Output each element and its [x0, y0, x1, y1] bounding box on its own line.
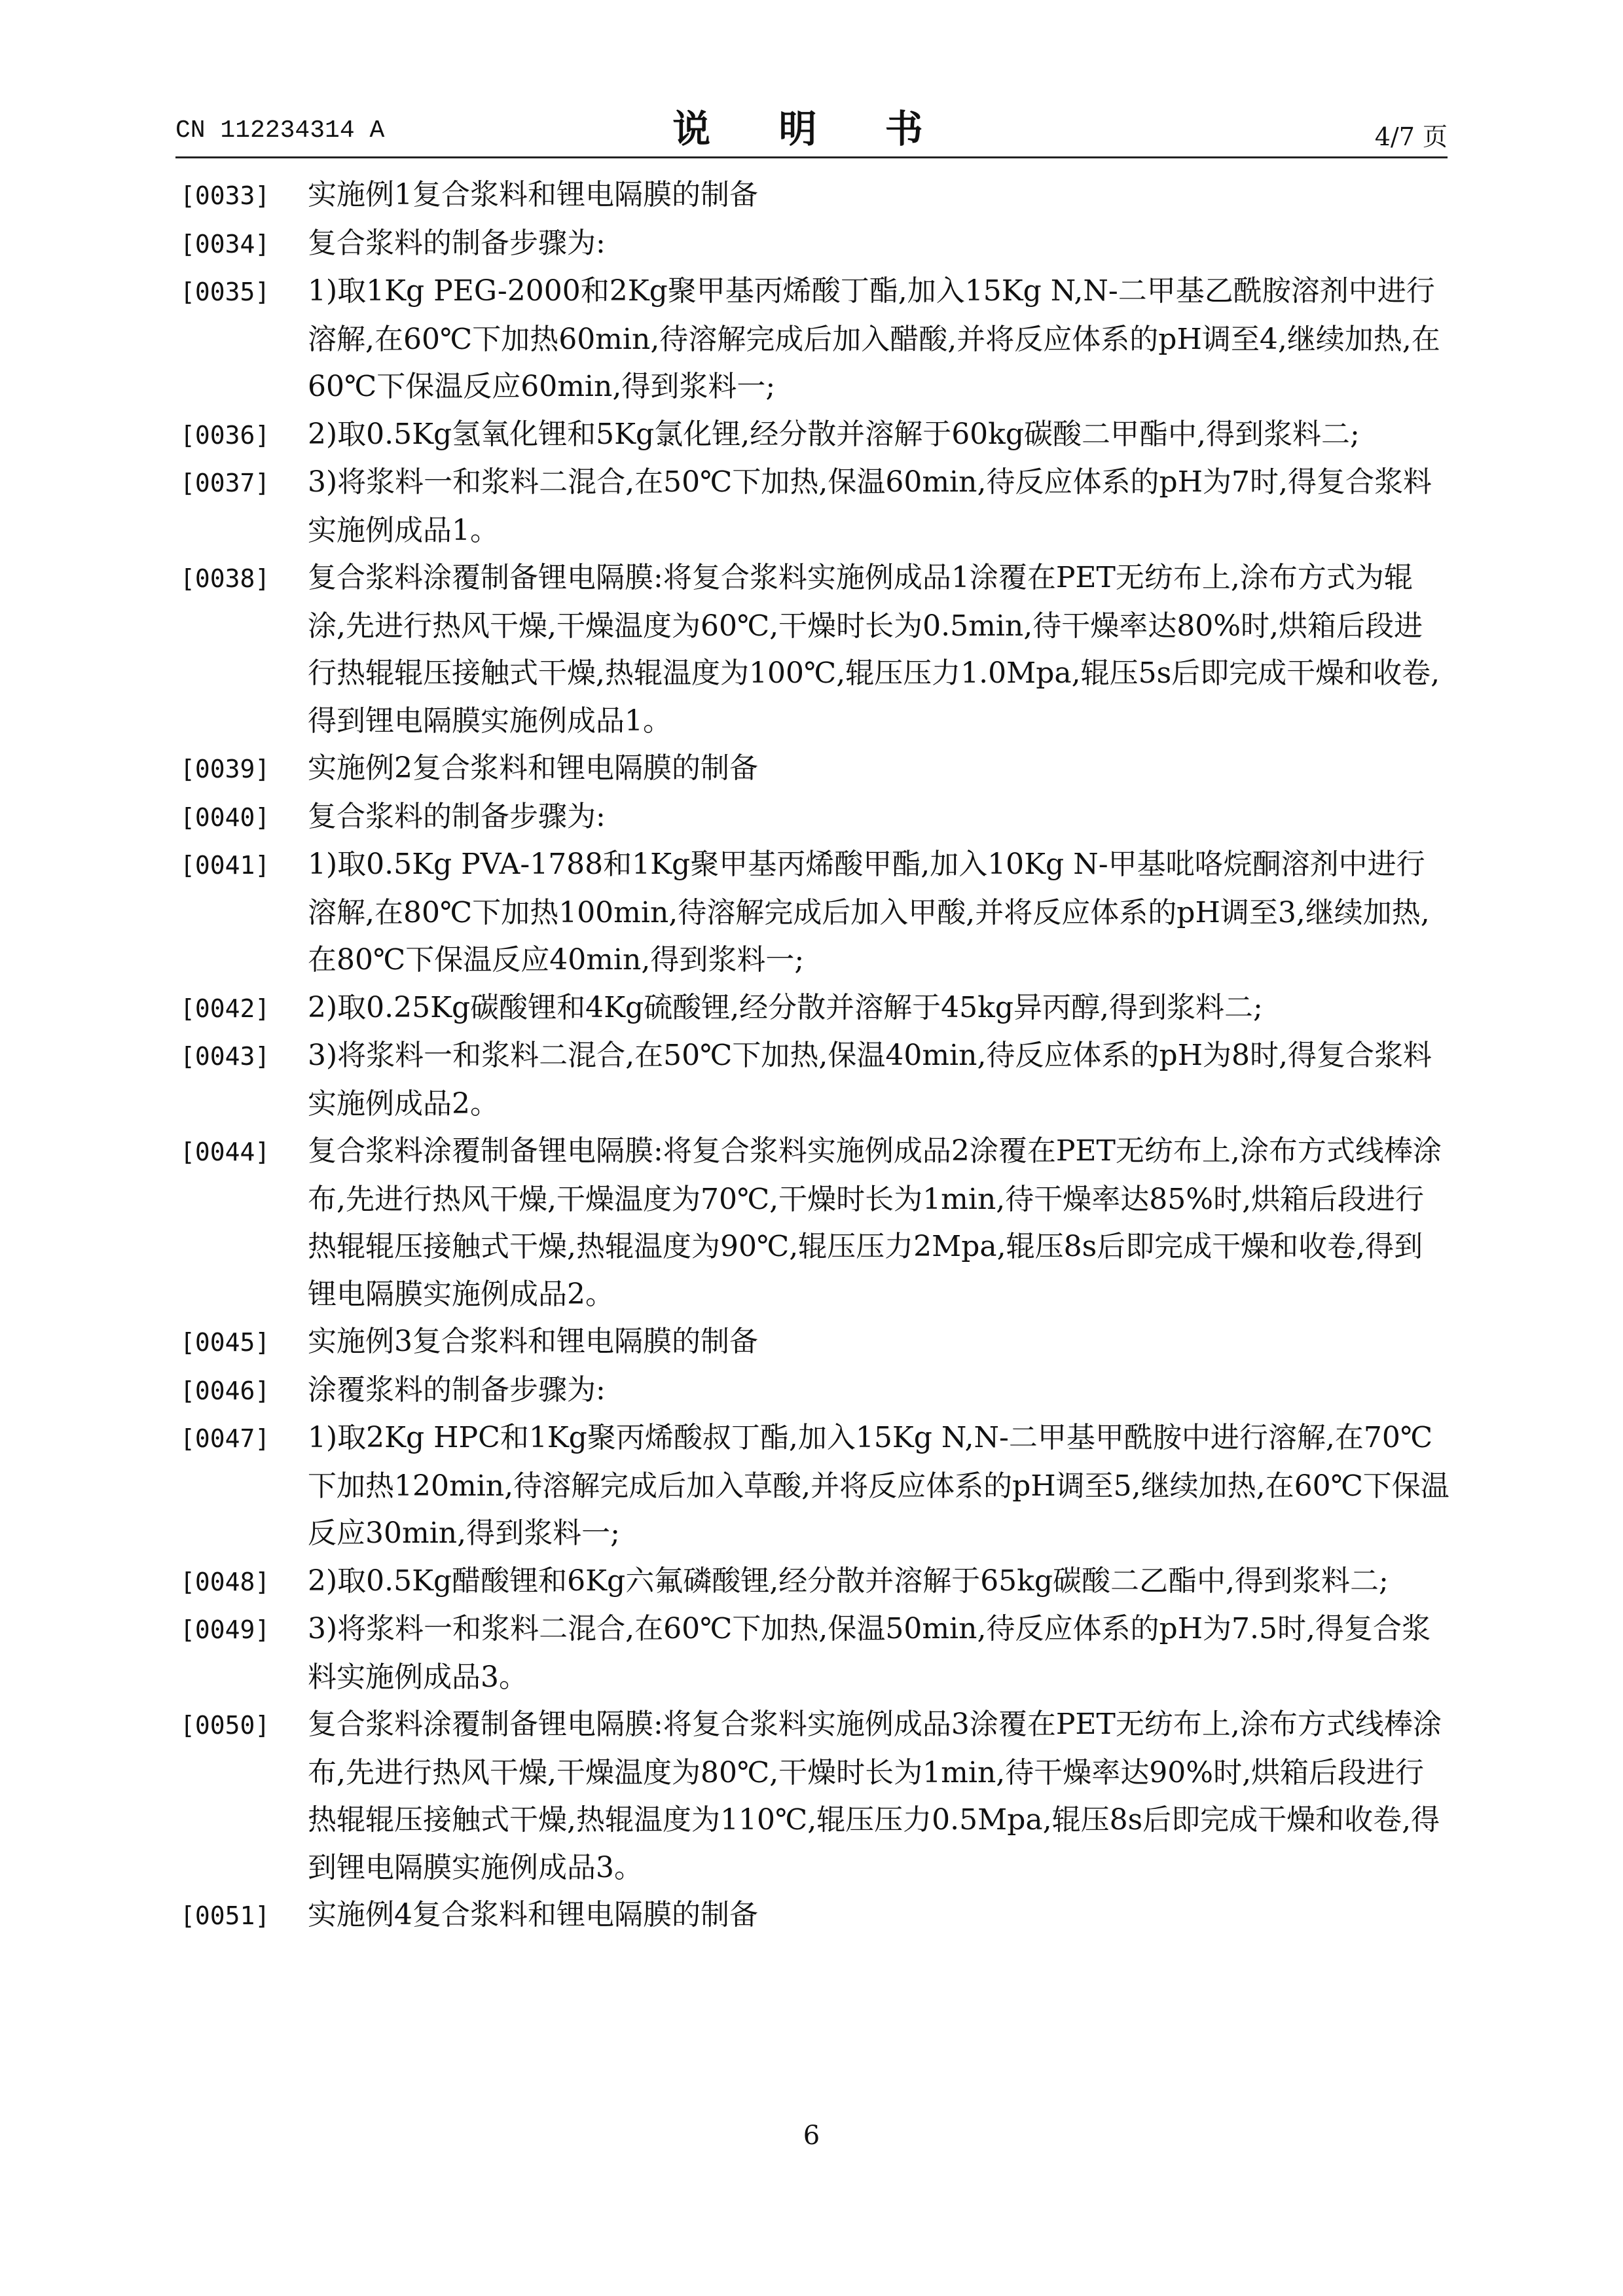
paragraph-number: [0051]	[180, 1901, 270, 1930]
paragraph-text: 2)取0.5Kg氢氧化锂和5Kg氯化锂,经分散并溶解于60kg碳酸二甲酯中,得到浆料二;	[308, 417, 1360, 451]
page-header	[175, 98, 1448, 157]
paragraph-number: [0049]	[180, 1615, 270, 1644]
document-title: 说 明 书	[672, 107, 951, 151]
paragraph-number: [0050]	[180, 1711, 270, 1740]
header-rule	[175, 156, 1448, 158]
paragraph-number: [0046]	[180, 1376, 270, 1405]
page-number: 6	[803, 2121, 820, 2151]
paragraph	[180, 984, 1450, 1033]
paragraph-text: 1)取0.5Kg PVA-1788和1Kg聚甲基丙烯酸甲酯,加入10Kg N-甲基吡咯烷酮溶剂中进行溶解,在80℃下加热100min,待溶解完成后加入甲酸,并将反应体系的pH调至3,继续加热,在80℃下保温反应40min,得到浆料一;	[308, 848, 1430, 977]
paragraph-number: [0039]	[180, 755, 270, 783]
paragraph-number: [0041]	[180, 851, 270, 880]
paragraph-text: 2)取0.25Kg碳酸锂和4Kg硫酸锂,经分散并溶解于45kg异丙醇,得到浆料二;	[308, 990, 1263, 1024]
paragraph-text: 3)将浆料一和浆料二混合,在50℃下加热,保温60min,待反应体系的pH为7时,得复合浆料实施例成品1。	[308, 465, 1432, 547]
paragraph-number: [0036]	[180, 420, 270, 450]
paragraph-text: 2)取0.5Kg醋酸锂和6Kg六氟磷酸锂,经分散并溶解于65kg碳酸二乙酯中,得到浆料二;	[308, 1564, 1389, 1598]
paragraph-text: 实施例3复合浆料和锂电隔膜的制备	[308, 1325, 758, 1358]
paragraph	[180, 1032, 1450, 1128]
page-count: 4/7 页	[1374, 122, 1448, 151]
paragraph-text: 1)取2Kg HPC和1Kg聚丙烯酸叔丁酯,加入15Kg N,N-二甲基甲酰胺中进行溶解,在70℃下加热120min,待溶解完成后加入草酸,并将反应体系的pH调至5,继续加热,在60℃下保温反应30min,得到浆料一;	[308, 1421, 1450, 1550]
paragraph	[180, 745, 1450, 793]
paragraph	[180, 268, 1450, 411]
paragraph-number: [0037]	[180, 469, 270, 497]
paragraph-number: [0043]	[180, 1042, 270, 1071]
paragraph-text: 复合浆料的制备步骤为:	[308, 799, 606, 833]
paragraph-text: 实施例4复合浆料和锂电隔膜的制备	[308, 1898, 758, 1931]
paragraph	[180, 841, 1450, 984]
paragraph-text: 复合浆料涂覆制备锂电隔膜:将复合浆料实施例成品3涂覆在PET无纺布上,涂布方式线棒涂布,先进行热风干燥,干燥温度为80℃,干燥时长为1min,待干燥率达90%时,烘箱后段进行热辊辊压接触式干燥,热辊温度为110℃,辊压压力0.5Mpa,辊压8s后即完成干燥和收卷,得到锂电隔膜实施例成品3。	[308, 1708, 1442, 1884]
paragraph-text: 复合浆料涂覆制备锂电隔膜:将复合浆料实施例成品1涂覆在PET无纺布上,涂布方式为辊涂,先进行热风干燥,干燥温度为60℃,干燥时长为0.5min,待干燥率达80%时,烘箱后段进行热辊辊压接触式干燥,热辊温度为100℃,辊压压力1.0Mpa,辊压5s后即完成干燥和收卷,得到锂电隔膜实施例成品1。	[308, 561, 1440, 738]
paragraph	[180, 1701, 1450, 1892]
paragraph-text: 实施例2复合浆料和锂电隔膜的制备	[308, 751, 758, 785]
paragraph	[180, 1414, 1450, 1558]
paragraph-text: 复合浆料的制备步骤为:	[308, 226, 606, 260]
paragraph-number: [0034]	[180, 229, 270, 259]
paragraph	[180, 1367, 1450, 1415]
paragraph-text: 实施例1复合浆料和锂电隔膜的制备	[308, 178, 758, 211]
paragraph-number: [0047]	[180, 1424, 270, 1453]
paragraph	[180, 1558, 1450, 1606]
document-body	[180, 171, 1450, 1940]
paragraph-number: [0044]	[180, 1138, 270, 1166]
paragraph	[180, 1318, 1450, 1367]
paragraph	[180, 554, 1450, 745]
paragraph-text: 复合浆料涂覆制备锂电隔膜:将复合浆料实施例成品2涂覆在PET无纺布上,涂布方式线棒涂布,先进行热风干燥,干燥温度为70℃,干燥时长为1min,待干燥率达85%时,烘箱后段进行热辊辊压接触式干燥,热辊温度为90℃,辊压压力2Mpa,辊压8s后即完成干燥和收卷,得到锂电隔膜实施例成品2。	[308, 1134, 1442, 1311]
paragraph-number: [0038]	[180, 564, 270, 593]
paragraph	[180, 220, 1450, 268]
paragraph	[180, 411, 1450, 459]
paragraph-text: 涂覆浆料的制备步骤为:	[308, 1372, 606, 1407]
paragraph-number: [0035]	[180, 278, 270, 306]
publication-number: CN 112234314 A	[175, 117, 385, 145]
paragraph	[180, 793, 1450, 842]
paragraph	[180, 171, 1450, 220]
paragraph-number: [0045]	[180, 1328, 270, 1357]
paragraph-text: 1)取1Kg PEG-2000和2Kg聚甲基丙烯酸丁酯,加入15Kg N,N-二甲基乙酰胺溶剂中进行溶解,在60℃下加热60min,待溶解完成后加入醋酸,并将反应体系的pH调至4,继续加热,在60℃下保温反应60min,得到浆料一;	[308, 274, 1440, 403]
paragraph-number: [0042]	[180, 994, 270, 1023]
paragraph-text: 3)将浆料一和浆料二混合,在50℃下加热,保温40min,待反应体系的pH为8时,得复合浆料实施例成品2。	[308, 1039, 1432, 1121]
paragraph	[180, 1892, 1450, 1940]
paragraph	[180, 459, 1450, 554]
paragraph	[180, 1605, 1450, 1701]
paragraph-number: [0040]	[180, 802, 270, 832]
paragraph-number: [0048]	[180, 1567, 270, 1596]
paragraph-number: [0033]	[180, 181, 270, 210]
paragraph	[180, 1128, 1450, 1318]
paragraph-text: 3)将浆料一和浆料二混合,在60℃下加热,保温50min,待反应体系的pH为7.5时,得复合浆料实施例成品3。	[308, 1612, 1431, 1694]
